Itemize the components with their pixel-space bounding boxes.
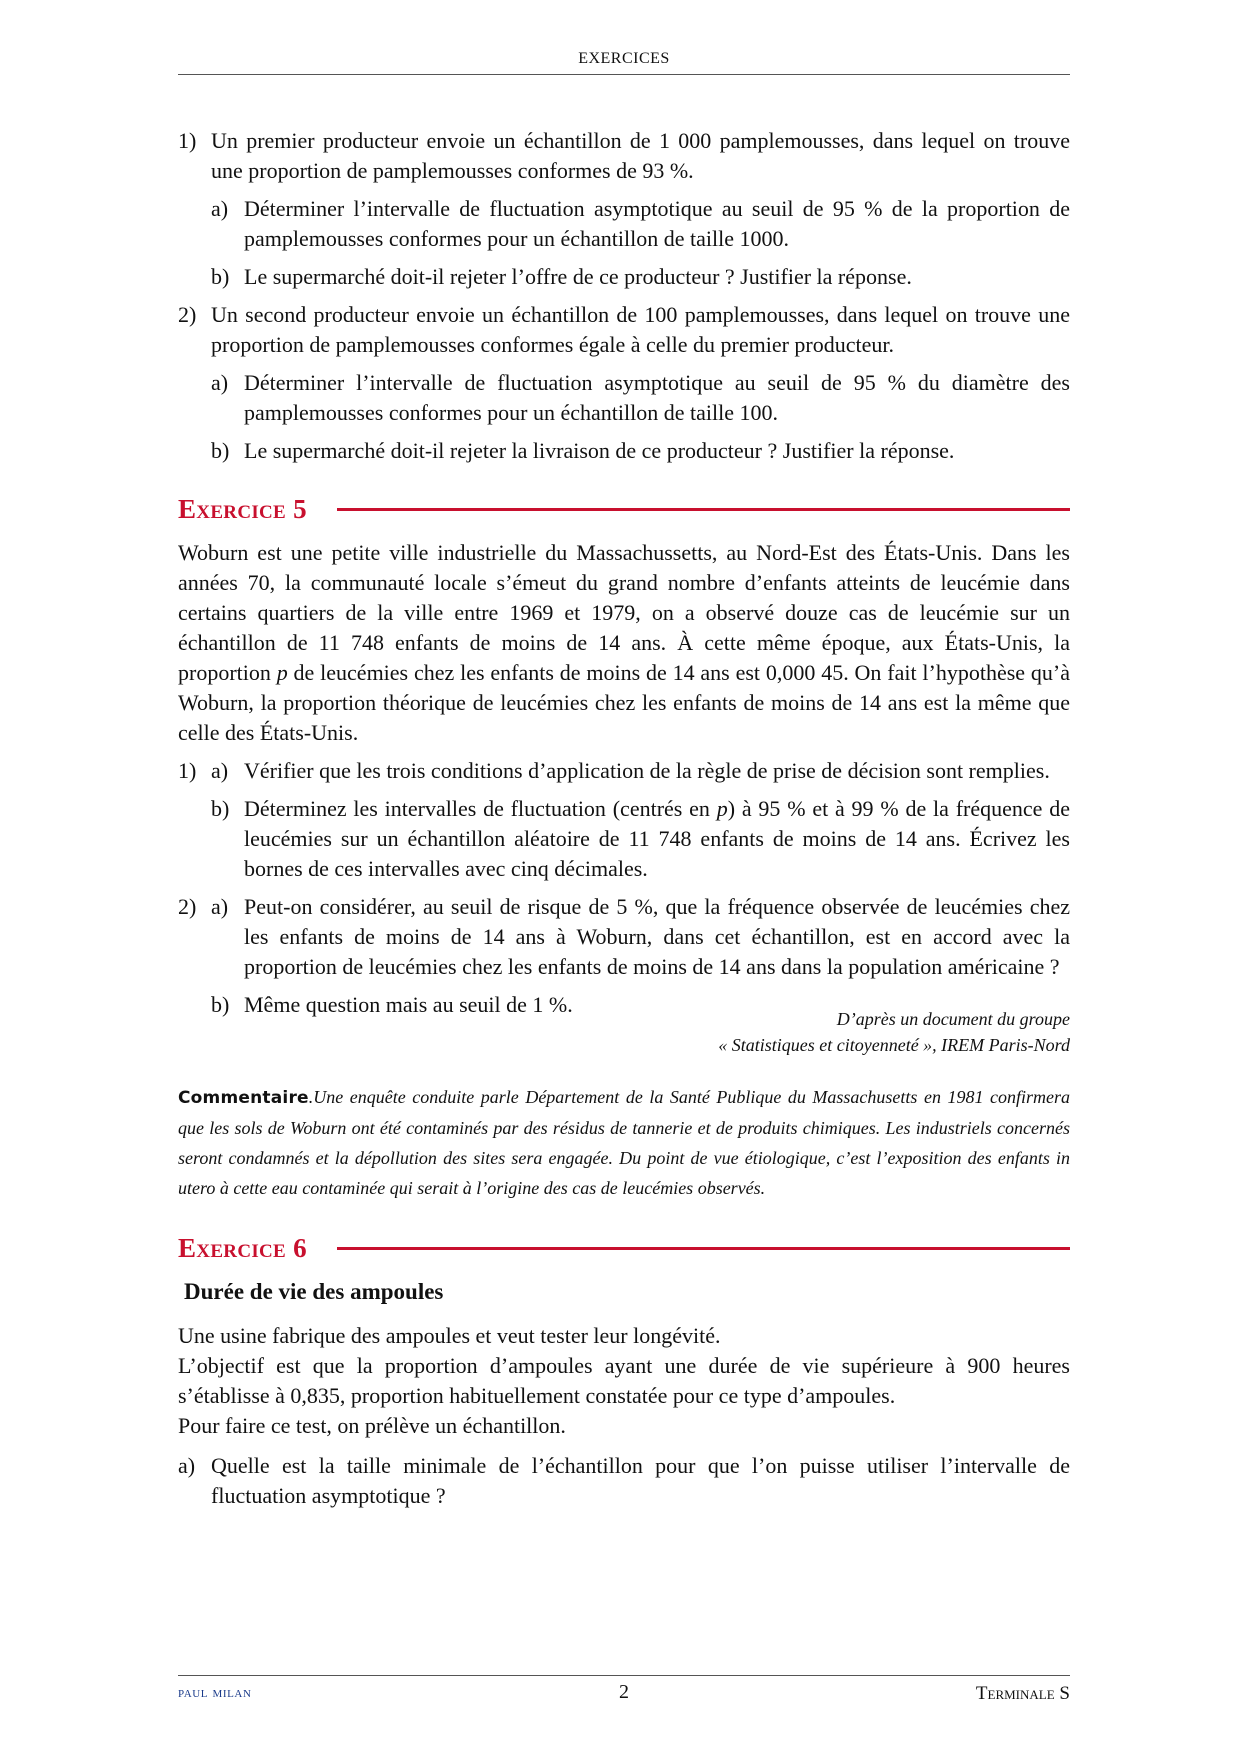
sub-text: Déterminez les intervalles de fluctuation (centrés en bbox=[244, 796, 717, 821]
comment-block bbox=[178, 1082, 1070, 1203]
variable-p: p bbox=[276, 660, 288, 685]
ex5-question-2a bbox=[178, 892, 1070, 982]
sub-label: a) bbox=[211, 894, 229, 919]
running-header: EXERCICES bbox=[578, 50, 670, 67]
question-number: 2) bbox=[178, 302, 197, 327]
question-1 bbox=[178, 126, 1070, 186]
comment-text: .Une enquête conduite parle Département de la Santé Publique du Massachusetts en 1981 confirmera que les sols de Woburn ont été contaminés par des résidus de tannerie et de produits chimiques. Les industriels concernés seront condamnés et la dépollution des sites sera engagée. Du point de vue étiologique, c’est l’exposition des enfants in utero à cette eau contaminée qui serait à l’origine des cas de leucémies observés. bbox=[178, 1087, 1070, 1198]
question-2a bbox=[178, 368, 1070, 428]
intro-text-cont: de leucémies chez les enfants de moins de 14 ans est 0,000 45. On fait l’hypothèse qu’à Woburn, la proportion théorique de leucémies chez les enfants de moins de 14 ans est la même que celle des États-Unis. bbox=[178, 660, 1070, 745]
document-body bbox=[178, 126, 1070, 1511]
question-number: 1) bbox=[178, 128, 197, 153]
source-line-1: D’après un document du groupe bbox=[836, 1009, 1070, 1029]
question-text: Un premier producteur envoie un échantillon de 1 000 pamplemousses, dans lequel on trouve une proportion de pamplemousses conformes de 93 %. bbox=[211, 128, 1070, 183]
comment-label: Commentaire bbox=[178, 1088, 309, 1108]
sub-text: Quelle est la taille minimale de l’échantillon pour que l’on puisse utiliser l’intervalle de fluctuation asymptotique ? bbox=[211, 1453, 1070, 1508]
page-footer bbox=[178, 1681, 1070, 1711]
variable-p: p bbox=[716, 796, 728, 821]
exercise-6-heading bbox=[178, 1233, 1070, 1263]
ex6-line-1: Une usine fabrique des ampoules et veut tester leur longévité. bbox=[178, 1323, 721, 1348]
sub-label: b) bbox=[211, 992, 230, 1017]
question-2 bbox=[178, 300, 1070, 360]
sub-label: a) bbox=[211, 196, 229, 221]
footer-rule bbox=[178, 1675, 1070, 1676]
ex5-question-1a bbox=[178, 756, 1070, 786]
sub-label: b) bbox=[211, 438, 230, 463]
sub-label: b) bbox=[211, 264, 230, 289]
sub-label: a) bbox=[178, 1453, 196, 1478]
question-number: 2) bbox=[178, 894, 197, 919]
sub-label: b) bbox=[211, 796, 230, 821]
exercise-title: Exercice 5 bbox=[178, 494, 307, 524]
sub-text-cont: ) à 95 % et à 99 % de la fréquence de leucémies sur un échantillon aléatoire de 11 748 enfants de moins de 14 ans. Écrivez les bornes de ces intervalles avec cinq décimales. bbox=[244, 796, 1070, 881]
exercise-5-intro bbox=[178, 538, 1070, 748]
author-name: paul milan bbox=[178, 1685, 252, 1701]
question-1b bbox=[178, 262, 1070, 292]
page bbox=[178, 0, 1070, 1754]
sub-label: a) bbox=[211, 758, 229, 783]
header-rule bbox=[178, 74, 1070, 75]
ex5-question-1b bbox=[178, 794, 1070, 884]
question-1a bbox=[178, 194, 1070, 254]
source-line-2: « Statistiques et citoyenneté », IREM Paris-Nord bbox=[718, 1035, 1070, 1055]
heading-rule bbox=[337, 1247, 1070, 1250]
sub-text: Déterminer l’intervalle de fluctuation asymptotique au seuil de 95 % du diamètre des pamplemousses conformes pour un échantillon de taille 100. bbox=[244, 370, 1070, 425]
sub-text: Même question mais au seuil de 1 %. bbox=[244, 992, 573, 1017]
sub-text: Le supermarché doit-il rejeter la livraison de ce producteur ? Justifier la réponse. bbox=[244, 438, 955, 463]
intro-text: Woburn est une petite ville industrielle du Massachussetts, au Nord-Est des États-Unis. Dans les années 70, la communauté locale s’émeut du grand nombre d’enfants atteints de leucémie dans certains quartiers de la ville entre 1969 et 1979, on a observé douze cas de leucémie sur un échantillon de 11 748 enfants de moins de 14 ans. À cette même époque, aux États-Unis, la proportion bbox=[178, 540, 1070, 685]
ex6-question-a bbox=[178, 1451, 1070, 1511]
question-2b bbox=[178, 436, 1070, 466]
sub-text: Le supermarché doit-il rejeter l’offre de ce producteur ? Justifier la réponse. bbox=[244, 264, 912, 289]
exercise-6-subtitle: Durée de vie des ampoules bbox=[184, 1279, 444, 1304]
sub-label: a) bbox=[211, 370, 229, 395]
exercise-title: Exercice 6 bbox=[178, 1233, 307, 1263]
ex5-question-2b bbox=[178, 990, 1070, 1020]
ex6-line-3: Pour faire ce test, on prélève un échantillon. bbox=[178, 1413, 566, 1438]
exercise-5-heading bbox=[178, 494, 1070, 524]
sub-text: Vérifier que les trois conditions d’application de la règle de prise de décision sont remplies. bbox=[244, 758, 1050, 783]
sub-text: Déterminer l’intervalle de fluctuation asymptotique au seuil de 95 % de la proportion de pamplemousses conformes pour un échantillon de taille 1000. bbox=[244, 196, 1070, 251]
sub-text: Peut-on considérer, au seuil de risque de 5 %, que la fréquence observée de leucémies chez les enfants de moins de 14 ans à Woburn, dans cet échantillon, est en accord avec la proportion de leucémies chez les enfants de moins de 14 ans dans la population américaine ? bbox=[244, 894, 1070, 979]
heading-rule bbox=[337, 508, 1070, 511]
class-level: Terminale S bbox=[975, 1683, 1070, 1704]
page-number: 2 bbox=[619, 1681, 629, 1703]
question-number: 1) bbox=[178, 758, 197, 783]
ex6-line-2: L’objectif est que la proportion d’ampoules ayant une durée de vie supérieure à 900 heures s’établisse à 0,835, proportion habituellement constatée pour ce type d’ampoules. bbox=[178, 1353, 1070, 1408]
question-text: Un second producteur envoie un échantillon de 100 pamplemousses, dans lequel on trouve une proportion de pamplemousses conformes égale à celle du premier producteur. bbox=[211, 302, 1070, 357]
